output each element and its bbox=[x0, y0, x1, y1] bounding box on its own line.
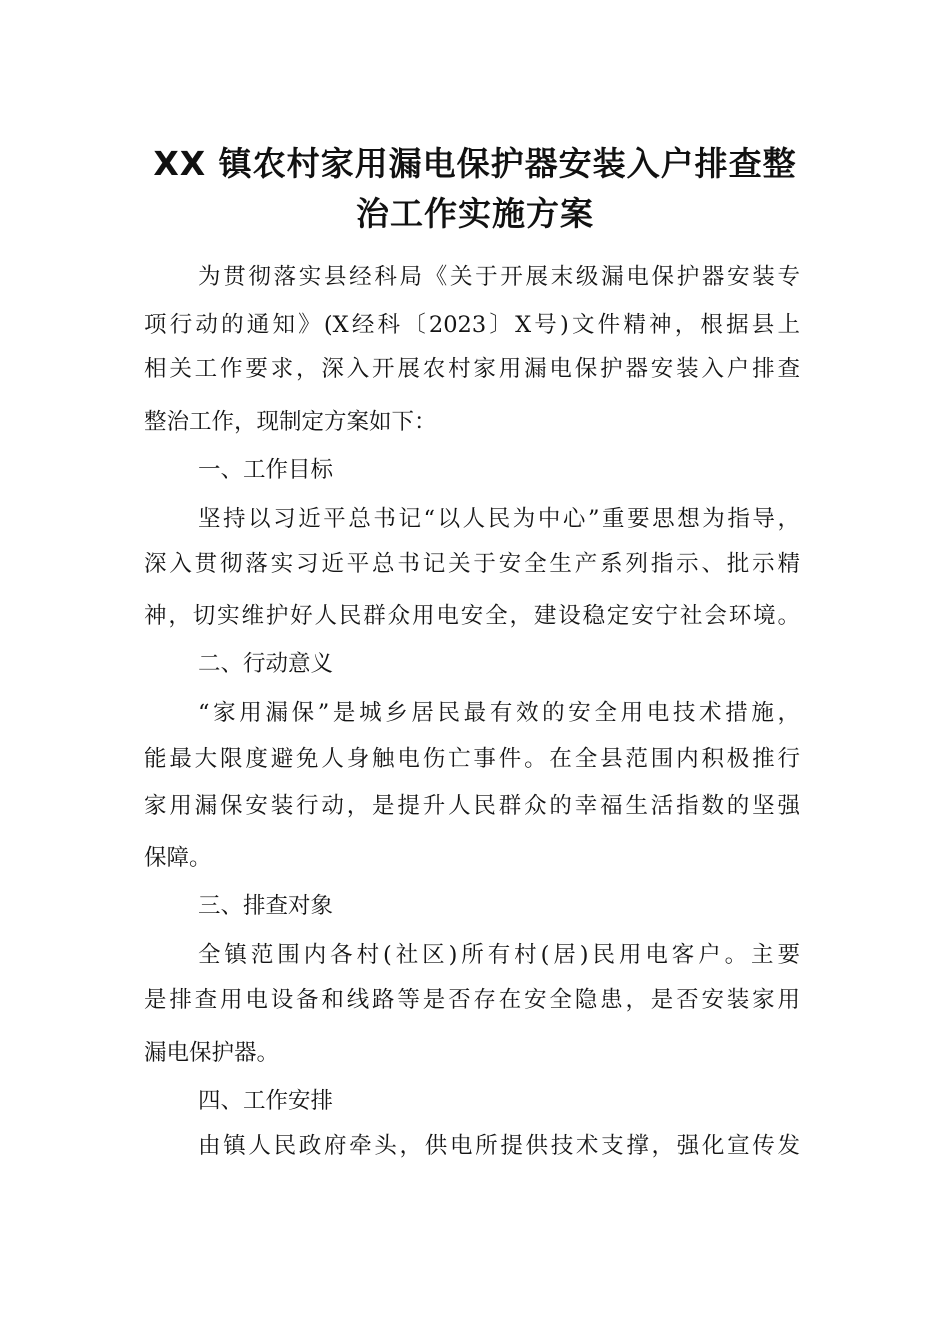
document-title-line-2: 治工作实施方案 bbox=[356, 194, 594, 233]
intro-line-4: 整治工作，现制定方案如下： bbox=[144, 409, 437, 435]
section-heading-goals: 一、工作目标 bbox=[198, 457, 334, 483]
section-line: 全镇范围内各村(社区)所有村(居)民用电客户。主要 bbox=[198, 942, 800, 968]
section-heading-targets: 三、排查对象 bbox=[198, 893, 334, 919]
intro-line-2: 项行动的通知》(X经科〔2023〕X号)文件精神，根据县上 bbox=[144, 312, 800, 338]
section-line: 漏电保护器。 bbox=[144, 1040, 280, 1066]
document-title-line-1: XX 镇农村家用漏电保护器安装入户排查整 bbox=[153, 144, 797, 183]
section-line: 神，切实维护好人民群众用电安全，建设稳定安宁社会环境。 bbox=[144, 603, 800, 629]
section-line: 能最大限度避免人身触电伤亡事件。在全县范围内积极推行 bbox=[144, 746, 800, 772]
section-line: 是排查用电设备和线路等是否存在安全隐患，是否安装家用 bbox=[144, 987, 800, 1013]
section-line: 保障。 bbox=[144, 845, 212, 871]
section-heading-significance: 二、行动意义 bbox=[198, 651, 334, 677]
intro-line-1: 为贯彻落实县经科局《关于开展末级漏电保护器安装专 bbox=[198, 264, 800, 290]
section-line: 由镇人民政府牵头，供电所提供技术支撑，强化宣传发 bbox=[198, 1133, 800, 1159]
intro-line-3: 相关工作要求，深入开展农村家用漏电保护器安装入户排查 bbox=[144, 356, 800, 382]
section-heading-arrangement: 四、工作安排 bbox=[198, 1088, 334, 1114]
section-line: 坚持以习近平总书记“以人民为中心”重要思想为指导， bbox=[198, 506, 800, 532]
section-line: 深入贯彻落实习近平总书记关于安全生产系列指示、批示精 bbox=[144, 551, 800, 577]
section-line: 家用漏保安装行动，是提升人民群众的幸福生活指数的坚强 bbox=[144, 793, 800, 819]
section-line: “家用漏保”是城乡居民最有效的安全用电技术措施， bbox=[198, 700, 800, 726]
